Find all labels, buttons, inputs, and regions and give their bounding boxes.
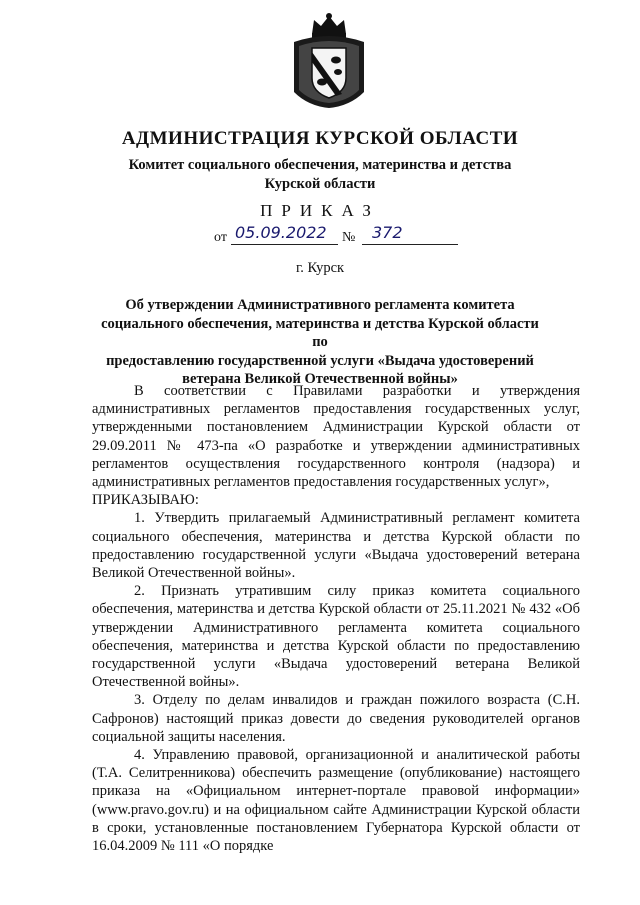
- number-underline: [362, 244, 458, 245]
- order-date-number-line: [214, 223, 464, 248]
- order-item-2: 2. Признать утратившим силу приказ комитета социального обеспечения, материнства и детства Курской области от 25.11.2021 № 432 «Об утверждении Административного регламента комитета социального обеспечения, материнства и детства Курской области по предоставлению государственной услуги «Выдача удостоверений ветерана Великой Отечественной войны».: [92, 583, 580, 691]
- order-verb: ПРИКАЗЫВАЮ:: [92, 492, 199, 509]
- handwritten-number: 372: [372, 223, 403, 242]
- order-heading: ПРИКАЗ: [260, 201, 380, 220]
- subject-line-1: Об утверждении Административного регламента комитета: [125, 297, 515, 313]
- order-item-1: 1. Утвердить прилагаемый Административный регламент комитета социального обеспечения, материнства и детства Курской области по предоставлению государственной услуги «Выдача удостоверений ветерана Великой Отечественной войны».: [92, 510, 580, 582]
- number-prefix: №: [342, 230, 356, 245]
- committee-line-2: Курской области: [264, 176, 376, 192]
- subject-line-4: ветерана Великой Отечественной войны»: [182, 371, 458, 387]
- date-underline: [231, 244, 338, 245]
- document-body: [92, 382, 580, 855]
- committee-name: [0, 156, 640, 194]
- coat-of-arms-emblem: [290, 12, 368, 110]
- document-subject: [92, 296, 548, 389]
- subject-line-3: предоставлению государственной услуги «Выдача удостоверений: [106, 352, 534, 369]
- subject-line-2: социального обеспечения, материнства и детства Курской области по: [101, 315, 539, 350]
- order-item-3: 3. Отделу по делам инвалидов и граждан пожилого возраста (С.Н. Сафронов) настоящий приказ довести до сведения руководителей органов социальной защиты населения.: [92, 692, 580, 745]
- committee-line-1: Комитет социального обеспечения, материнства и детства: [128, 157, 512, 173]
- order-item-4: 4. Управлению правовой, организационной и аналитической работы (Т.А. Селитренникова) обеспечить размещение (опубликование) настоящего приказа на «Официальном интернет-портале правовой информации» (www.pravo.gov.ru) и на официальном сайте Администрации Курской области в сроки, установленные постановлением Губернатора Курской области от 16.04.2009 № 111 «О порядке: [92, 747, 580, 855]
- city-name: г. Курск: [295, 260, 345, 276]
- preamble-paragraph: В соответствии с Правилами разработки и утверждения административных регламентов предоставления государственных услуг, утвержденными постановлением Администрации Курской области от 29.09.2011 № 473-па «О разработке и утверждении административных регламентов осуществления государственного контроля (надзора) и административных регламентов предоставления государственных услуг»,: [92, 383, 580, 491]
- handwritten-date: 05.09.2022: [235, 223, 327, 242]
- organization-title: АДМИНИСТРАЦИЯ КУРСКОЙ ОБЛАСТИ: [121, 128, 519, 149]
- date-prefix: от: [214, 230, 227, 245]
